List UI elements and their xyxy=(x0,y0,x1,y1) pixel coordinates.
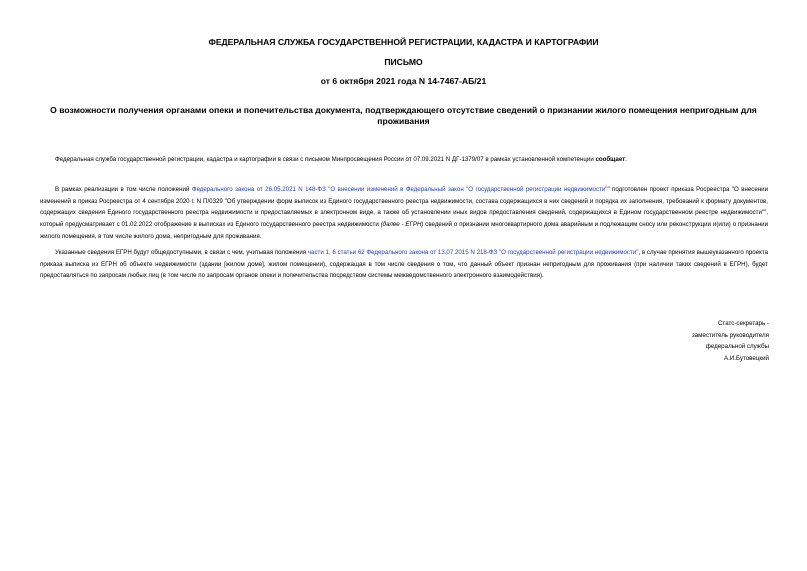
document-type: ПИСЬМО xyxy=(384,57,423,67)
signature-name: А.И.Бутовецкий xyxy=(723,355,769,363)
law-218-fz-link[interactable]: части 1, 6 статьи 62 Федерального закона от 13.07.2015 N 218-ФЗ "О государственной регистрации недвижимости" xyxy=(307,249,639,256)
paragraph-intro xyxy=(40,154,768,166)
law-148-fz-link[interactable]: Федерального закона от 26.05.2021 N 148-ФЗ "О внесении изменений в Федеральный закон "О государственной регистрации недвижимости" xyxy=(191,186,608,193)
paragraph-project-text-3: сведений о признании многоквартирного дома аварийным и подлежащим сносу или реконструкции и(или) о признании жилого помещения, в том числе жилого дома, непригодным для проживания. xyxy=(40,221,768,240)
signature-block xyxy=(569,318,769,365)
paragraph-intro-end: . xyxy=(625,156,627,163)
paragraph-project-text-1: В рамках реализации в том числе положений xyxy=(55,186,192,193)
signature-position: Статс-секретарь - xyxy=(717,320,769,327)
signature-service: федеральной службы xyxy=(705,343,769,351)
paragraph-public-text-2: , в случае принятия вышеуказанного проекта приказа выписка из ЕГРН об объекте недвижимости (здании [жилом доме], жилом помещении), содержащая в том числе сведения о том, что данный объект признан непригодным для проживания (при наличии таких сведений в ЕГРН), будет предоставляться по запросам любых лиц (в том числе по запросам органов опеки и попечительства посредством системы межведомственного электронного взаимодействия). xyxy=(40,249,768,280)
paragraph-project xyxy=(40,184,768,243)
document-date-number: от 6 октября 2021 года N 14-7467-АБ/21 xyxy=(320,76,487,86)
paragraph-intro-text: Федеральная служба государственной регистрации, кадастра и картографии в связи с письмом Минпросвещения России от 07.09.2021 N ДГ-1379/07 в рамках установленной компетенции xyxy=(55,156,596,163)
paragraph-public-access xyxy=(40,247,768,282)
agency-title: ФЕДЕРАЛЬНАЯ СЛУЖБА ГОСУДАРСТВЕННОЙ РЕГИСТРАЦИИ, КАДАСТРА И КАРТОГРАФИИ xyxy=(208,37,599,47)
signature-deputy: заместитель руководителя xyxy=(691,331,769,339)
document-subject: О возможности получения органами опеки и попечительства документа, подтверждающего отсутствие сведений о признании жилого помещения непригодным для проживания xyxy=(50,105,757,126)
paragraph-intro-bold: сообщает xyxy=(595,156,626,163)
paragraph-project-text-2: " подготовлен проект приказа Росреестра "О внесении изменений в приказ Росреестра от 4 сентября 2020 г. N П/0329 "Об утверждении форм выписок из Единого государственного реестра недвижимости, состава содержащихся в них сведений и порядка их заполнения, требований к формату документов, содержащих сведения Единого государственного реестра недвижимости и предоставляемых в электронном виде, а также об установлении иных видов предоставления сведений, содержащихся в Едином государственном реестре недвижимости"", который предусматривает с 01.02.2022 отображение в выписках из Единого государственного реестра недвижимости xyxy=(40,186,769,229)
paragraph-project-egrn-note: (далее - ЕГРН) xyxy=(380,221,424,229)
paragraph-public-text-1: Указанные сведения ЕГРН будут общедоступными, в связи с чем, учитывая положения xyxy=(55,249,308,256)
